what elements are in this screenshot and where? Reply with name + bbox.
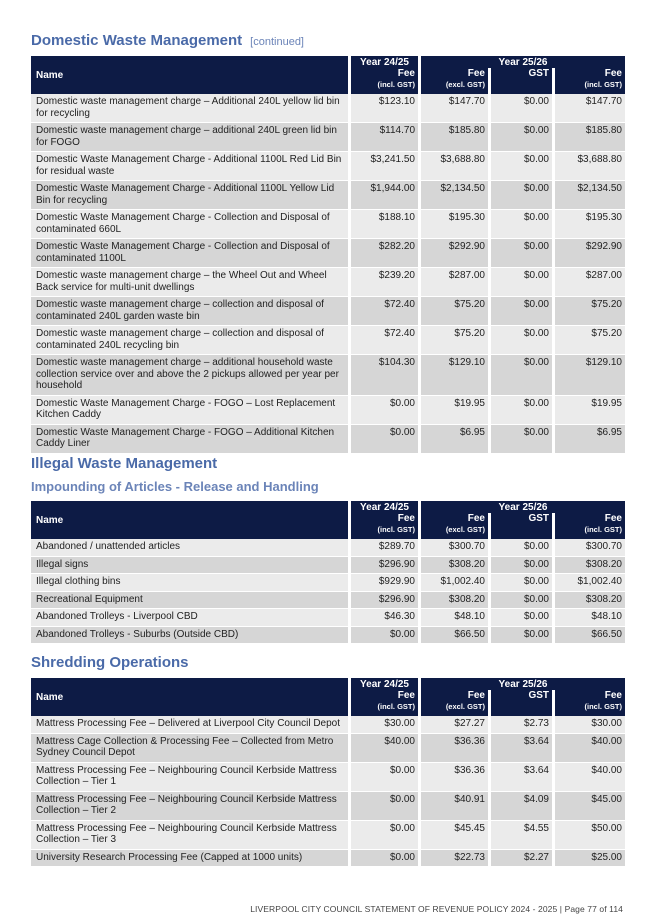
fee-2526-incl-cell: $6.95 <box>555 425 625 454</box>
fee-2526-incl-cell: $40.00 <box>555 734 625 763</box>
fee-name-cell: Mattress Processing Fee – Neighbouring Council Kerbside Mattress Collection – Tier 3 <box>31 821 351 850</box>
fee-2425-incl-cell: $289.70 <box>351 539 421 557</box>
gst-2526-cell: $0.00 <box>491 268 555 297</box>
table-row <box>31 850 625 868</box>
fee-2425-incl-cell: $123.10 <box>351 94 421 123</box>
gst-2526-cell: $0.00 <box>491 355 555 396</box>
column-header-year-24-25: Year 24/25 <box>351 501 421 513</box>
fee-2526-incl-cell: $40.00 <box>555 763 625 792</box>
fee-2425-incl-cell: $0.00 <box>351 763 421 792</box>
table-row <box>31 734 625 763</box>
table-row <box>31 239 625 268</box>
fee-2526-incl-cell: $308.20 <box>555 592 625 610</box>
table-row <box>31 94 625 123</box>
column-header-fee-excl-2526 <box>421 513 491 539</box>
table-row <box>31 609 625 627</box>
gst-2526-cell: $0.00 <box>491 627 555 645</box>
fee-2526-excl-cell: $6.95 <box>421 425 491 454</box>
column-header-gst-note: (incl. GST) <box>377 80 415 89</box>
fee-2526-excl-cell: $48.10 <box>421 609 491 627</box>
fee-2425-incl-cell: $104.30 <box>351 355 421 396</box>
column-header-name: Name <box>31 56 351 94</box>
fee-2425-incl-cell: $0.00 <box>351 850 421 868</box>
column-header-fee-excl-2526 <box>421 690 491 716</box>
illegal-table-wrap <box>31 501 625 644</box>
fee-2526-incl-cell: $292.90 <box>555 239 625 268</box>
gst-2526-cell: $4.55 <box>491 821 555 850</box>
table-row <box>31 326 625 355</box>
table-row <box>31 557 625 575</box>
fee-2425-incl-cell: $46.30 <box>351 609 421 627</box>
fee-name-cell: Domestic waste management charge – collection and disposal of contaminated 240L garden waste bin <box>31 297 351 326</box>
column-header-gst-note: (excl. GST) <box>445 702 485 711</box>
fee-2526-incl-cell: $147.70 <box>555 94 625 123</box>
fee-name-cell: Illegal clothing bins <box>31 574 351 592</box>
column-header-gst-note: (excl. GST) <box>445 80 485 89</box>
fee-2425-incl-cell: $114.70 <box>351 123 421 152</box>
fee-2526-incl-cell: $30.00 <box>555 716 625 734</box>
fee-2526-excl-cell: $129.10 <box>421 355 491 396</box>
header-row-years <box>31 678 625 690</box>
fee-2526-incl-cell: $19.95 <box>555 396 625 425</box>
column-header-label: Fee <box>467 68 485 79</box>
column-header-fee-incl-2526 <box>555 513 625 539</box>
fee-2526-excl-cell: $1,002.40 <box>421 574 491 592</box>
gst-2526-cell: $0.00 <box>491 557 555 575</box>
section-title-illegal: Illegal Waste Management <box>31 455 218 472</box>
fee-2526-excl-cell: $2,134.50 <box>421 181 491 210</box>
gst-2526-cell: $3.64 <box>491 734 555 763</box>
table-row <box>31 716 625 734</box>
gst-2526-cell: $4.09 <box>491 792 555 821</box>
fee-2526-incl-cell: $75.20 <box>555 326 625 355</box>
column-header-label: Fee <box>604 513 622 524</box>
fee-2526-incl-cell: $1,002.40 <box>555 574 625 592</box>
subsection-title-impounding: Impounding of Articles - Release and Handling <box>31 479 319 494</box>
fee-2526-excl-cell: $40.91 <box>421 792 491 821</box>
fee-2526-incl-cell: $3,688.80 <box>555 152 625 181</box>
fee-2526-incl-cell: $66.50 <box>555 627 625 645</box>
fee-name-cell: Domestic waste management charge – additional 240L green lid bin for FOGO <box>31 123 351 152</box>
column-header-year-25-26: Year 25/26 <box>421 501 625 513</box>
fee-name-cell: Domestic Waste Management Charge - Collection and Disposal of contaminated 660L <box>31 210 351 239</box>
domestic-table-wrap <box>31 56 625 454</box>
table-row <box>31 297 625 326</box>
column-header-fee-incl-2526 <box>555 690 625 716</box>
column-header-fee-incl-2526 <box>555 68 625 94</box>
table-row <box>31 396 625 425</box>
fee-name-cell: Domestic Waste Management Charge - Collection and Disposal of contaminated 1100L <box>31 239 351 268</box>
fee-2425-incl-cell: $3,241.50 <box>351 152 421 181</box>
fee-2526-incl-cell: $287.00 <box>555 268 625 297</box>
fee-2526-incl-cell: $45.00 <box>555 792 625 821</box>
fee-2526-excl-cell: $308.20 <box>421 592 491 610</box>
fee-2526-excl-cell: $36.36 <box>421 734 491 763</box>
fee-name-cell: Domestic Waste Management Charge - FOGO – Additional Kitchen Caddy Liner <box>31 425 351 454</box>
column-header-gst-2526 <box>491 690 555 716</box>
shredding-table-wrap <box>31 678 625 867</box>
column-header-label: Fee <box>467 513 485 524</box>
fee-2526-excl-cell: $147.70 <box>421 94 491 123</box>
gst-2526-cell: $0.00 <box>491 539 555 557</box>
table-row <box>31 592 625 610</box>
fee-name-cell: Abandoned Trolleys - Liverpool CBD <box>31 609 351 627</box>
table-row <box>31 792 625 821</box>
fee-2425-incl-cell: $1,944.00 <box>351 181 421 210</box>
fee-2526-excl-cell: $75.20 <box>421 326 491 355</box>
gst-2526-cell: $0.00 <box>491 123 555 152</box>
table-row <box>31 123 625 152</box>
fee-name-cell: Mattress Processing Fee – Delivered at Liverpool City Council Depot <box>31 716 351 734</box>
column-header-label: GST <box>528 68 549 79</box>
column-header-gst-note: (incl. GST) <box>584 525 622 534</box>
fee-2526-incl-cell: $300.70 <box>555 539 625 557</box>
fee-name-cell: Recreational Equipment <box>31 592 351 610</box>
gst-2526-cell: $2.73 <box>491 716 555 734</box>
column-header-gst-note: (excl. GST) <box>445 525 485 534</box>
column-header-fee-incl-2425 <box>351 513 421 539</box>
fee-2425-incl-cell: $0.00 <box>351 792 421 821</box>
fee-2425-incl-cell: $0.00 <box>351 396 421 425</box>
gst-2526-cell: $0.00 <box>491 425 555 454</box>
table-row <box>31 181 625 210</box>
column-header-fee-excl-2526 <box>421 68 491 94</box>
fee-2526-excl-cell: $292.90 <box>421 239 491 268</box>
column-header-fee-incl-2425 <box>351 68 421 94</box>
fee-name-cell: Abandoned / unattended articles <box>31 539 351 557</box>
fee-2526-excl-cell: $287.00 <box>421 268 491 297</box>
fee-2526-excl-cell: $22.73 <box>421 850 491 868</box>
table-row <box>31 763 625 792</box>
column-header-gst-note: (incl. GST) <box>584 702 622 711</box>
fee-2526-excl-cell: $27.27 <box>421 716 491 734</box>
column-header-gst-2526 <box>491 68 555 94</box>
column-header-year-24-25: Year 24/25 <box>351 678 421 690</box>
fee-2425-incl-cell: $72.40 <box>351 326 421 355</box>
table-row <box>31 627 625 645</box>
column-header-label: Fee <box>397 68 415 79</box>
fee-2526-excl-cell: $66.50 <box>421 627 491 645</box>
column-header-label: GST <box>528 690 549 701</box>
fee-2526-incl-cell: $185.80 <box>555 123 625 152</box>
fee-2526-excl-cell: $308.20 <box>421 557 491 575</box>
fee-2526-excl-cell: $195.30 <box>421 210 491 239</box>
fee-2526-incl-cell: $25.00 <box>555 850 625 868</box>
fee-2526-incl-cell: $50.00 <box>555 821 625 850</box>
column-header-year-24-25: Year 24/25 <box>351 56 421 68</box>
fee-2526-incl-cell: $75.20 <box>555 297 625 326</box>
table-row <box>31 539 625 557</box>
header-row-years <box>31 56 625 68</box>
gst-2526-cell: $0.00 <box>491 574 555 592</box>
table-row <box>31 152 625 181</box>
column-header-label: Fee <box>397 513 415 524</box>
fee-2526-incl-cell: $308.20 <box>555 557 625 575</box>
header-row-years <box>31 501 625 513</box>
table-row <box>31 574 625 592</box>
fee-2526-incl-cell: $2,134.50 <box>555 181 625 210</box>
fee-name-cell: Domestic Waste Management Charge - Additional 1100L Yellow Lid Bin for recycling <box>31 181 351 210</box>
column-header-label: GST <box>528 513 549 524</box>
fee-name-cell: Abandoned Trolleys - Suburbs (Outside CBD) <box>31 627 351 645</box>
gst-2526-cell: $0.00 <box>491 297 555 326</box>
column-header-label: Fee <box>604 68 622 79</box>
fee-2425-incl-cell: $296.90 <box>351 592 421 610</box>
gst-2526-cell: $0.00 <box>491 592 555 610</box>
fee-2425-incl-cell: $296.90 <box>351 557 421 575</box>
fee-name-cell: Illegal signs <box>31 557 351 575</box>
continued-label: [continued] <box>250 36 304 48</box>
fee-table-domestic <box>31 56 625 454</box>
column-header-gst-2526 <box>491 513 555 539</box>
fee-2526-excl-cell: $75.20 <box>421 297 491 326</box>
page-footer: LIVERPOOL CITY COUNCIL STATEMENT OF REVENUE POLICY 2024 - 2025 | Page 77 of 114 <box>250 904 623 914</box>
column-header-name: Name <box>31 678 351 716</box>
fee-2526-excl-cell: $36.36 <box>421 763 491 792</box>
gst-2526-cell: $2.27 <box>491 850 555 868</box>
fee-2526-incl-cell: $48.10 <box>555 609 625 627</box>
gst-2526-cell: $0.00 <box>491 396 555 425</box>
fee-2425-incl-cell: $282.20 <box>351 239 421 268</box>
fee-2526-excl-cell: $300.70 <box>421 539 491 557</box>
fee-name-cell: Domestic waste management charge – Additional 240L yellow lid bin for recycling <box>31 94 351 123</box>
fee-2425-incl-cell: $72.40 <box>351 297 421 326</box>
fee-table-illegal <box>31 501 625 644</box>
fee-2425-incl-cell: $30.00 <box>351 716 421 734</box>
section-title-domestic <box>31 32 304 49</box>
column-header-year-25-26: Year 25/26 <box>421 56 625 68</box>
fee-name-cell: Domestic waste management charge – additional household waste collection service over and above the 2 pickups allowed per year per household <box>31 355 351 396</box>
fee-2425-incl-cell: $0.00 <box>351 821 421 850</box>
fee-name-cell: Mattress Cage Collection & Processing Fee – Collected from Metro Sydney Council Depot <box>31 734 351 763</box>
table-row <box>31 210 625 239</box>
fee-2425-incl-cell: $0.00 <box>351 425 421 454</box>
table-row <box>31 355 625 396</box>
column-header-label: Fee <box>397 690 415 701</box>
table-row <box>31 268 625 297</box>
gst-2526-cell: $0.00 <box>491 609 555 627</box>
gst-2526-cell: $0.00 <box>491 152 555 181</box>
fee-2526-incl-cell: $129.10 <box>555 355 625 396</box>
gst-2526-cell: $0.00 <box>491 181 555 210</box>
gst-2526-cell: $0.00 <box>491 326 555 355</box>
gst-2526-cell: $0.00 <box>491 94 555 123</box>
table-row <box>31 821 625 850</box>
gst-2526-cell: $3.64 <box>491 763 555 792</box>
column-header-gst-note: (incl. GST) <box>377 702 415 711</box>
fee-2526-incl-cell: $195.30 <box>555 210 625 239</box>
table-row <box>31 425 625 454</box>
fee-2425-incl-cell: $0.00 <box>351 627 421 645</box>
fee-name-cell: Domestic waste management charge – the Wheel Out and Wheel Back service for multi-unit dwellings <box>31 268 351 297</box>
fee-2425-incl-cell: $188.10 <box>351 210 421 239</box>
fee-name-cell: Mattress Processing Fee – Neighbouring Council Kerbside Mattress Collection – Tier 1 <box>31 763 351 792</box>
column-header-fee-incl-2425 <box>351 690 421 716</box>
column-header-gst-note: (incl. GST) <box>584 80 622 89</box>
fee-2526-excl-cell: $45.45 <box>421 821 491 850</box>
fee-name-cell: University Research Processing Fee (Capped at 1000 units) <box>31 850 351 868</box>
fee-2526-excl-cell: $19.95 <box>421 396 491 425</box>
fee-name-cell: Domestic waste management charge – collection and disposal of contaminated 240L recycling bin <box>31 326 351 355</box>
column-header-gst-note: (incl. GST) <box>377 525 415 534</box>
fee-2425-incl-cell: $239.20 <box>351 268 421 297</box>
gst-2526-cell: $0.00 <box>491 239 555 268</box>
gst-2526-cell: $0.00 <box>491 210 555 239</box>
column-header-label: Fee <box>604 690 622 701</box>
domestic-title-text: Domestic Waste Management <box>31 32 243 49</box>
column-header-label: Fee <box>467 690 485 701</box>
fee-name-cell: Mattress Processing Fee – Neighbouring Council Kerbside Mattress Collection – Tier 2 <box>31 792 351 821</box>
column-header-name: Name <box>31 501 351 539</box>
fee-name-cell: Domestic Waste Management Charge - FOGO – Lost Replacement Kitchen Caddy <box>31 396 351 425</box>
fee-2526-excl-cell: $3,688.80 <box>421 152 491 181</box>
fee-2425-incl-cell: $929.90 <box>351 574 421 592</box>
section-title-shredding: Shredding Operations <box>31 654 189 671</box>
fee-name-cell: Domestic Waste Management Charge - Additional 1100L Red Lid Bin for residual waste <box>31 152 351 181</box>
fee-2425-incl-cell: $40.00 <box>351 734 421 763</box>
fee-table-shredding <box>31 678 625 867</box>
fee-2526-excl-cell: $185.80 <box>421 123 491 152</box>
column-header-year-25-26: Year 25/26 <box>421 678 625 690</box>
